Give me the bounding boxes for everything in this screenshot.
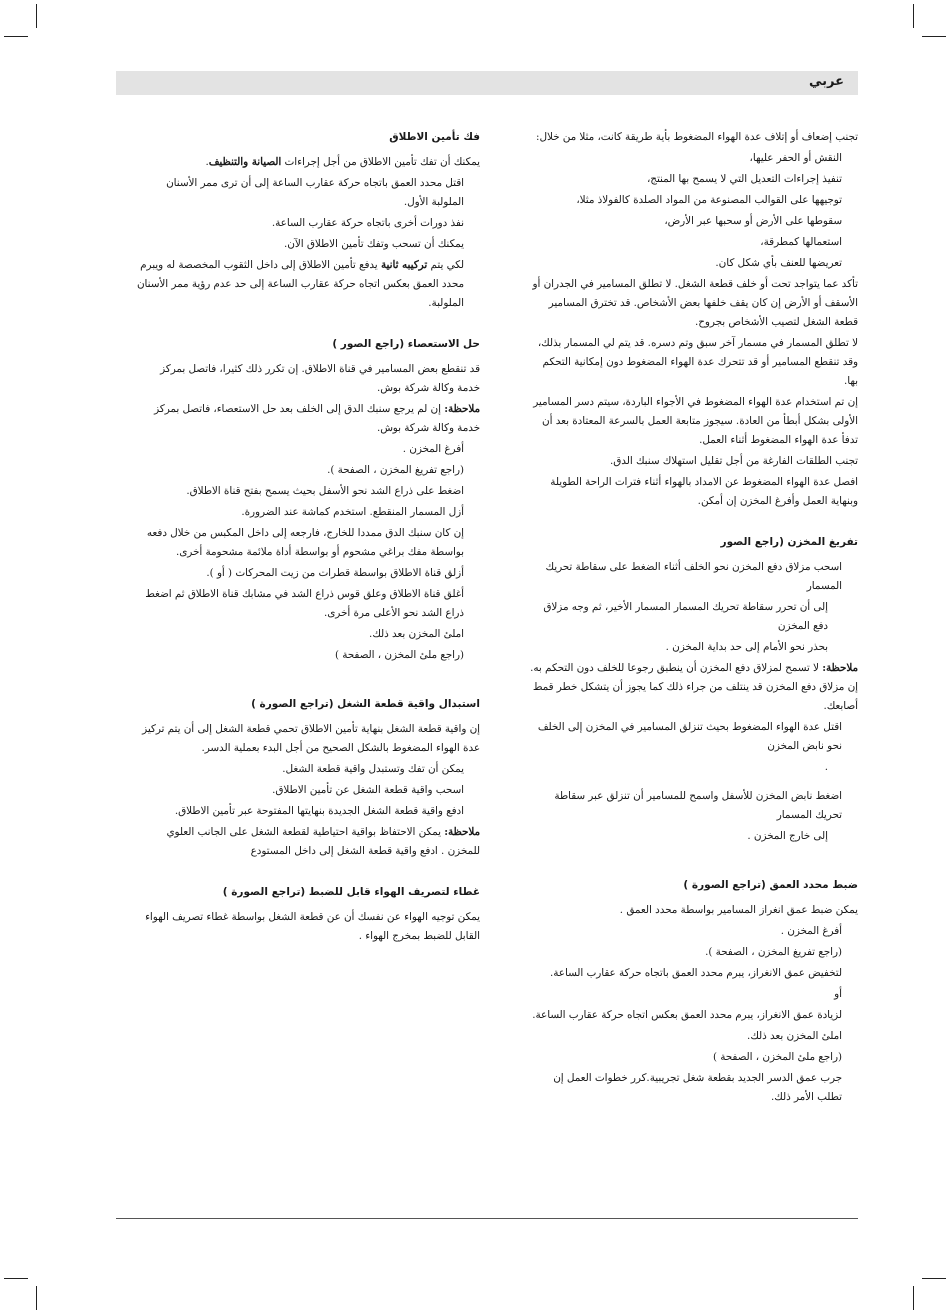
- jam-section: [135, 335, 480, 665]
- step-part: لكي يتم: [427, 259, 464, 271]
- paragraph: قد تنقطع بعض المسامير في قناة الاطلاق. إن تكرر ذلك كثيرا، فاتصل بمركز خدمة وكالة شركة بوش.: [160, 363, 480, 394]
- note-text: [528, 659, 858, 716]
- list-item: تنفيذ إجراءات التعديل التي لا يسمح بها المنتج،: [646, 173, 842, 185]
- left-column: [135, 128, 480, 948]
- note-label: ملاحظة:: [444, 403, 480, 415]
- step-text: اسحب واقية قطعة الشغل عن تأمين الاطلاق.: [272, 784, 464, 796]
- paragraph: تجنب الطلقات الفارغة من أجل تقليل استهلاك سنبك الدق.: [610, 455, 858, 467]
- paragraph: تأكد عما يتواجد تحت أو خلف قطعة الشغل. لا تطلق المسامير في الجدران أو الأسقف أو الأرض إن كان يقف خلفها بعض الأشخاص. قد تخترق المسامير قطعة الشغل لتصيب الأشخاص بجروح.: [532, 278, 858, 328]
- step-text: أزل المسمار المنقطع. استخدم كماشة عند الضرورة.: [241, 506, 464, 518]
- crop-mark: [4, 36, 28, 37]
- exhaust-section: [135, 883, 480, 946]
- paragraph: إن تم استخدام عدة الهواء المضغوط في الأجواء الباردة، سيتم دسر المسامير الأولى بشكل أبطأ من العادة. سيجوز متابعة العمل بالسرعة المعتادة بعد أن تدفأ عدة الهواء المضغوط أثناء العمل.: [533, 396, 858, 446]
- intro-part: يمكنك أن تفك تأمين الاطلاق من أجل إجراءات: [281, 156, 480, 168]
- step-text: ادفع واقية قطعة الشغل الجديدة بنهايتها المفتوحة عبر تأمين الاطلاق.: [174, 805, 464, 817]
- paragraph: لا تطلق المسمار في مسمار آخر سبق وتم دسره. قد يتم لي المسمار بذلك، وقد تنقطع المسامير أو قد تتحرك عدة الهواء المضغوط دون إمكانية التحكم بها.: [537, 337, 858, 387]
- language-title: عربي: [808, 74, 844, 89]
- step-text: لزيادة عمق الانغراز، يبرم محدد العمق بعكس اتجاه حركة عقارب الساعة.: [532, 1009, 842, 1021]
- note-body: يمكن الاحتفاظ بواقية احتياطية لقطعة الشغل على الجانب العلوي للمخزن . ادفع واقية قطعة الشغل إلى داخل المستودع: [166, 826, 480, 857]
- note-text: [135, 823, 480, 861]
- step-text: إلى أن تحرر سقاطة تحريك المسمار المسمار الأخير، ثم وجه مزلاق دفع المخزن: [543, 601, 828, 632]
- intro-text: تجنب إضعاف أو إتلاف عدة الهواء المضغوط بأية طريقة كانت، مثلا من خلال:: [536, 131, 858, 143]
- crop-mark: [922, 1278, 946, 1279]
- right-column: [528, 128, 858, 1109]
- step-text: املئ المخزن بعد ذلك.: [747, 1030, 842, 1042]
- step-text: أفرغ المخزن .: [780, 925, 842, 937]
- crop-mark: [36, 1286, 37, 1310]
- step-text: أو: [834, 988, 842, 1000]
- step-text: أزلق قناة الاطلاق بواسطة قطرات من زيت المحركات ( أو ).: [206, 567, 464, 579]
- note-label: ملاحظة:: [444, 826, 480, 838]
- step-part: يدفع تأمين الاطلاق إلى داخل الثقوب المخصصة له ويبرم محدد العمق بعكس اتجاه حركة عقارب الساعة إلى حد عدم رؤية ممر الأسنان الملولبة.: [136, 259, 464, 309]
- paragraph: [135, 153, 480, 172]
- list-item: تعريضها للعنف بأي شكل كان.: [715, 257, 842, 269]
- step-text: اقتل محدد العمق باتجاه حركة عقارب الساعة إلى أن ترى ممر الأسنان الملولبة الأول.: [166, 177, 464, 208]
- step-text: (راجع ملئ المخزن ، الصفحة ): [712, 1051, 842, 1063]
- list-item: توجيهها على القوالب المصنوعة من المواد الصلدة كالفولاذ مثلا،: [576, 194, 842, 206]
- unload-section: [528, 533, 858, 846]
- list-item: استعمالها كمطرقة،: [760, 236, 842, 248]
- list-item: النقش أو الحفر عليها،: [749, 152, 842, 164]
- step-text: (راجع تفريغ المخزن ، الصفحة ).: [705, 946, 842, 958]
- paragraph: إن واقية قطعة الشغل بنهاية تأمين الاطلاق تحمي قطعة الشغل إلى أن يتم تركيز عدة الهواء المضغوط بالشكل الصحيح من أجل البدء بعملية الدسر.: [142, 723, 480, 754]
- step-text: املئ المخزن بعد ذلك.: [369, 628, 464, 640]
- footer-divider: [116, 1218, 858, 1219]
- note-label: ملاحظة:: [822, 662, 858, 674]
- step-text: جرب عمق الدسر الجديد بقطعة شغل تجريبية.كرر خطوات العمل إن تطلب الأمر ذلك.: [553, 1072, 842, 1103]
- paragraph: يمكن ضبط عمق انغراز المسامير بواسطة محدد العمق .: [619, 904, 858, 916]
- step-bold: تركيبه ثانية: [380, 259, 428, 271]
- step-text: أغلق قناة الاطلاق وعلق قوس ذراع الشد في مشابك قناة الاطلاق ثم اضغط ذراع الشد نحو الأعلى مرة أخرى.: [145, 588, 464, 619]
- note-body: إن لم يرجع سنبك الدق إلى الخلف بعد حل الاستعصاء، فاتصل بمركز خدمة وكالة شركة بوش.: [154, 403, 480, 434]
- release-section: [135, 128, 480, 313]
- step-text: لتخفيض عمق الانغراز، يبرم محدد العمق باتجاه حركة عقارب الساعة.: [550, 967, 842, 979]
- note-text: [135, 400, 480, 438]
- section-heading: تفريغ المخزن (راجع الصور: [720, 536, 858, 548]
- step-text: (راجع ملئ المخزن ، الصفحة ): [334, 649, 464, 661]
- step-text: يمكن أن تفك وتستبدل واقية قطعة الشغل.: [282, 763, 464, 775]
- step-text: إلى خارج المخزن .: [747, 830, 828, 842]
- step-text: (راجع تفريغ المخزن ، الصفحة ).: [327, 464, 464, 476]
- step-text: أفرغ المخزن .: [402, 443, 464, 455]
- intro-bold: الصيانة والتنظيف: [208, 156, 282, 168]
- section-heading: غطاء لتصريف الهواء قابل للضبط (تراجع الصورة ): [222, 886, 480, 898]
- intro-end: .: [205, 156, 209, 168]
- step-text: بحذر نحو الأمام إلى حد بداية المخزن .: [665, 641, 828, 653]
- note-body: لا تسمح لمزلاق دفع المخزن أن ينطبق رجوعا للخلف دون التحكم به. إن مزلاق دفع المخزن قد ينتلف من جراء ذلك كما يجوز أن يتشكل خطر قمط أصابعك.: [530, 662, 858, 712]
- section-heading: استبدال واقية قطعة الشغل (تراجع الصورة ): [251, 698, 480, 710]
- crop-mark: [36, 4, 37, 28]
- step-text: اضغط على ذراع الشد نحو الأسفل بحيث يسمح بفتح قناة الاطلاق.: [186, 485, 464, 497]
- step-text: [135, 256, 480, 313]
- step-text: إن كان سنبك الدق ممددا للخارج، فارجعه إلى داخل المكبس من خلال دفعه بواسطة مفك براغي مشحوم أو بواسطة أداة ملائمة مشحومة أخرى.: [146, 527, 464, 558]
- step-text: اسحب مزلاق دفع المخزن نحو الخلف أثناء الضغط على سقاطة تحريك المسمار: [545, 561, 842, 592]
- language-header-bar: [116, 71, 858, 95]
- crop-mark: [913, 4, 914, 28]
- section-heading: حل الاستعصاء (راجع الصور ): [332, 338, 480, 350]
- step-text: اضغط نابض المخزن للأسفل واسمح للمسامير أن تنزلق عبر سقاطة تحريك المسمار: [554, 790, 842, 821]
- step-text: يمكنك أن تسحب وتفك تأمين الاطلاق الآن.: [284, 238, 464, 250]
- paragraph: يمكن توجيه الهواء عن نفسك أن عن قطعة الشغل بواسطة غطاء تصريف الهواء القابل للضبط بمخرج الهواء .: [145, 911, 480, 942]
- step-text: اقتل عدة الهواء المضغوط بحيث تنزلق المسامير في المخزن إلى الخلف نحو نابض المخزن: [537, 721, 842, 752]
- guard-section: [135, 695, 480, 861]
- paragraph: افصل عدة الهواء المضغوط عن الامداد بالهواء أثناء فترات الراحة الطويلة وبنهاية العمل وأفرغ المخزن إن أمكن.: [550, 476, 858, 507]
- crop-mark: [922, 36, 946, 37]
- list-item: سقوطها على الأرض أو سحبها عبر الأرض،: [664, 215, 842, 227]
- crop-mark: [4, 1278, 28, 1279]
- crop-mark: [913, 1286, 914, 1310]
- section-heading: ضبط محدد العمق (تراجع الصورة ): [683, 879, 858, 891]
- depth-section: [528, 876, 858, 1107]
- section-heading: فك تأمين الاطلاق: [389, 131, 480, 143]
- step-text: .: [824, 761, 828, 773]
- step-text: نفذ دورات أخرى باتجاه حركة عقارب الساعة.: [271, 217, 464, 229]
